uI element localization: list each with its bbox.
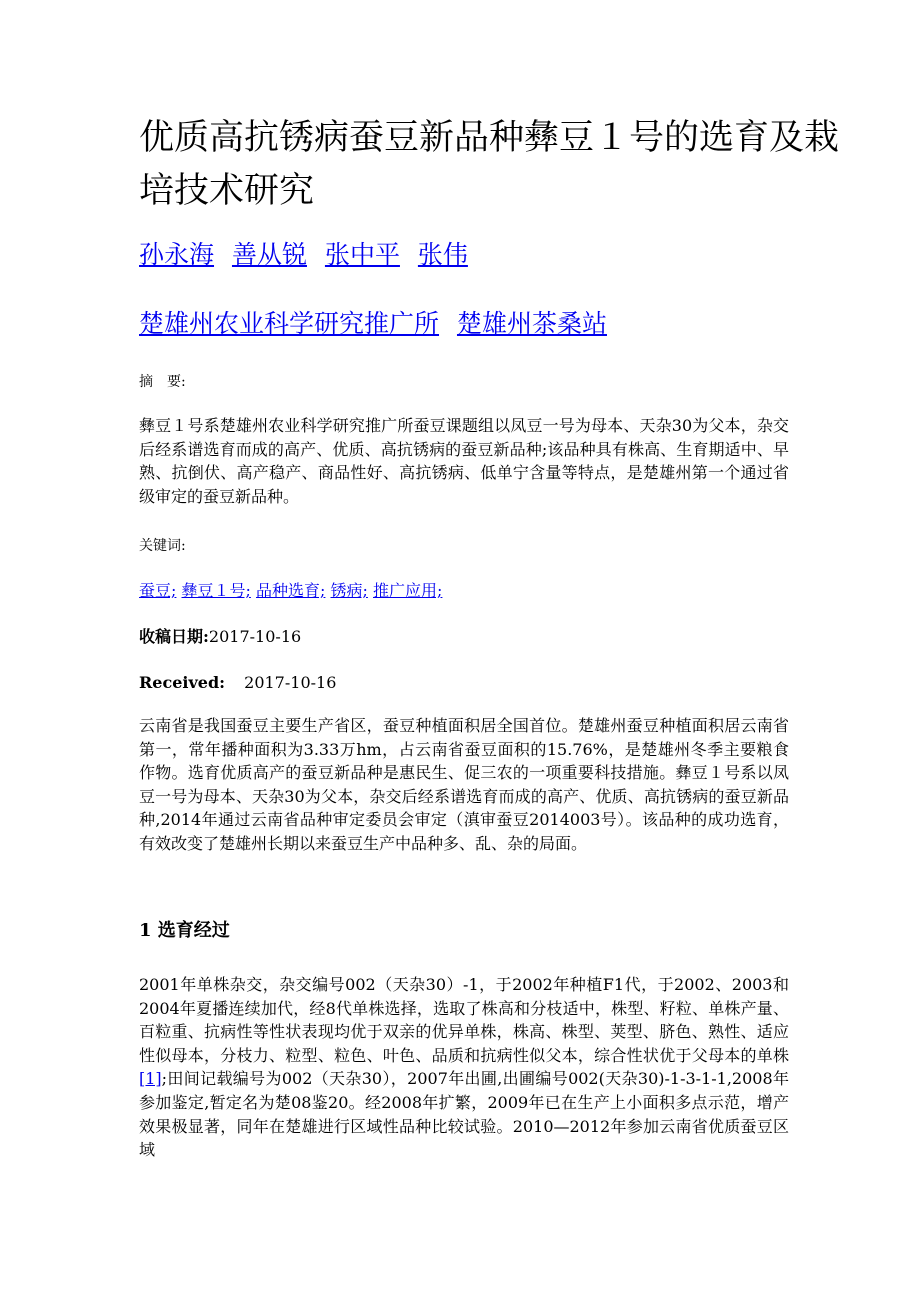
citation-link[interactable]: [1] bbox=[139, 1069, 162, 1089]
keyword-link[interactable]: 推广应用; bbox=[373, 581, 443, 600]
received-en-label: Received: bbox=[139, 673, 226, 692]
author-link[interactable]: 孙永海 bbox=[139, 240, 215, 269]
author-link[interactable]: 张伟 bbox=[417, 240, 468, 269]
author-list bbox=[139, 236, 478, 274]
section1-text-part1: 2001年单株杂交，杂交编号002（天杂30）-1，于2002年种植F1代，于2002、2003和2004年夏播连续加代，经8代单株选择，选取了株高和分枝适中，株型、籽粒、单株产量、百粒重、抗病性等性状表现均优于双亲的优异单株，株高、株型、荚型、脐色、熟性、适应性似母本，分枝力、粒型、粒色、叶色、品质和抗病性似父本，综合性状优于父母本的单株 bbox=[139, 975, 789, 1065]
received-date-en bbox=[139, 672, 336, 694]
received-en-value: 2017-10-16 bbox=[244, 673, 337, 692]
keyword-link[interactable]: 品种选育; bbox=[256, 581, 326, 600]
section-heading: 1 选育经过 bbox=[139, 920, 230, 941]
received-cn-value: 2017-10-16 bbox=[208, 627, 302, 646]
institution-list bbox=[139, 305, 617, 343]
keywords-label: 关键词: bbox=[139, 538, 186, 554]
section1-text-part2: ;田间记载编号为002（天杂30），2007年出圃,出圃编号002(天杂30)-1-3-1-1,2008年参加鉴定,暂定名为楚08鉴20。经2008年扩繁，2009年已在生产上小面积多点示范，增产效果极显著，同年在楚雄进行区域性品种比较试验。2010—2012年参加云南省优质蚕豆区域 bbox=[139, 1069, 789, 1160]
keyword-list bbox=[139, 580, 442, 602]
keyword-link[interactable]: 蚕豆; bbox=[139, 581, 177, 600]
institution-link[interactable]: 楚雄州茶桑站 bbox=[456, 309, 607, 338]
author-link[interactable]: 张中平 bbox=[324, 240, 400, 269]
paper-title: 优质高抗锈病蚕豆新品种彝豆１号的选育及栽培技术研究 bbox=[139, 118, 840, 211]
author-link[interactable]: 善从锐 bbox=[231, 240, 307, 269]
keyword-link[interactable]: 彝豆１号; bbox=[181, 581, 251, 600]
institution-link[interactable]: 楚雄州农业科学研究推广所 bbox=[139, 309, 440, 338]
received-date-cn bbox=[139, 626, 301, 648]
intro-paragraph: 云南省是我国蚕豆主要生产省区，蚕豆种植面积居全国首位。楚雄州蚕豆种植面积居云南省第一，常年播种面积为3.33万hm，占云南省蚕豆面积的15.76%，是楚雄州冬季主要粮食作物。选育优质高产的蚕豆新品种是惠民生、促三农的一项重要科技措施。彝豆１号系以凤豆一号为母本、天杂30为父本，杂交后经系谱选育而成的高产、优质、高抗锈病的蚕豆新品种,2014年通过云南省品种审定委员会审定（滇审蚕豆2014003号）。该品种的成功选育，有效改变了楚雄州长期以来蚕豆生产中品种多、乱、杂的局面。 bbox=[139, 716, 789, 853]
abstract-label: 摘 要: bbox=[139, 374, 186, 390]
section1-paragraph bbox=[139, 973, 789, 1162]
received-cn-label: 收稿日期: bbox=[139, 627, 209, 646]
keyword-link[interactable]: 锈病; bbox=[330, 581, 368, 600]
abstract-text: 彝豆１号系楚雄州农业科学研究推广所蚕豆课题组以凤豆一号为母本、天杂30为父本，杂交后经系谱选育而成的高产、优质、高抗锈病的蚕豆新品种;该品种具有株高、生育期适中、早熟、抗倒伏、高产稳产、商品性好、高抗锈病、低单宁含量等特点，是楚雄州第一个通过省级审定的蚕豆新品种。 bbox=[139, 416, 789, 506]
